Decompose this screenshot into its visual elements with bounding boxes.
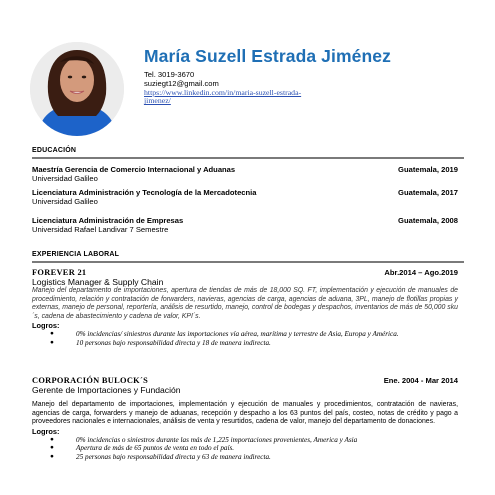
education-item bbox=[32, 188, 458, 207]
list-item bbox=[32, 330, 458, 339]
job-description: Manejo del departamento de importaciones, implementación y ejecución de manuales y procedimientos, contratación de navieras, agencias de carga, forwarders y manejo de aduanas, recepción y despacho a los 63 puntos del país, costeo, notas de crédito y pago a proveedores nacionales e internacionales, análisis de venta y resurtidos, cadena de valor, manejo del departamento de donaciones. bbox=[32, 401, 458, 426]
portrait-image bbox=[30, 42, 124, 136]
education-item bbox=[32, 216, 458, 235]
contact-block bbox=[144, 70, 314, 106]
company-name: CORPORACIÓN BULOCK´S bbox=[32, 376, 149, 385]
achievement-text: 0% incidencias o siniestros durante las más de 1,225 importaciones provenientes, America y Asia bbox=[76, 435, 358, 444]
achievement-text: 25 personas bajo responsabilidad directa y 63 de manera indirecta. bbox=[76, 452, 271, 461]
experience-heading: EXPERIENCIA LABORAL bbox=[32, 251, 120, 258]
job-dates: Ene. 2004 - Mar 2014 bbox=[383, 376, 458, 385]
degree-place: Guatemala, 2019 bbox=[398, 165, 458, 174]
experience-divider bbox=[32, 261, 464, 263]
job-entry bbox=[32, 268, 458, 347]
job-role: Logistics Manager & Supply Chain bbox=[32, 277, 164, 288]
degree-place: Guatemala, 2017 bbox=[398, 188, 458, 197]
bullet-icon: ● bbox=[50, 338, 54, 346]
bullet-icon: ● bbox=[50, 330, 54, 338]
job-entry bbox=[32, 376, 458, 461]
achievement-text: 0% incidencias/ siniestros durante las importaciones vía aérea, marítima y terrestre de Asia, Europa y América. bbox=[76, 330, 399, 339]
achievements-list bbox=[32, 330, 458, 347]
linkedin-link[interactable]: https://www.linkedin.com/in/maria-suzell-estrada-jimenez/ bbox=[144, 87, 302, 106]
company-name: FOREVER 21 bbox=[32, 268, 87, 277]
list-item bbox=[32, 444, 458, 453]
education-divider bbox=[32, 157, 464, 159]
list-item bbox=[32, 339, 458, 348]
list-item bbox=[32, 453, 458, 462]
phone-text: Tel. 3019-3670 bbox=[144, 70, 195, 79]
job-dates: Abr.2014 – Ago.2019 bbox=[384, 268, 458, 277]
degree-title: Licenciatura Administración de Empresas bbox=[32, 216, 184, 225]
education-item bbox=[32, 165, 458, 184]
list-item bbox=[32, 436, 458, 445]
job-role: Gerente de Importaciones y Fundación bbox=[32, 385, 181, 396]
degree-school: Universidad Rafael Landivar 7 Semestre bbox=[32, 225, 169, 235]
bullet-icon: ● bbox=[50, 452, 54, 460]
achievements-label: Logros: bbox=[32, 426, 60, 436]
degree-place: Guatemala, 2008 bbox=[398, 216, 458, 225]
degree-title: Maestría Gerencia de Comercio Internacional y Aduanas bbox=[32, 165, 236, 174]
bullet-icon: ● bbox=[50, 435, 54, 443]
candidate-name: María Suzell Estrada Jiménez bbox=[144, 46, 391, 66]
email-text: suziegt12@gmail.com bbox=[144, 79, 219, 89]
bullet-icon: ● bbox=[50, 444, 54, 452]
achievements-label: Logros: bbox=[32, 321, 60, 331]
education-heading: EDUCACIÓN bbox=[32, 147, 77, 154]
achievement-text: Apertura de más de 65 puntos de venta en todo el país. bbox=[76, 444, 235, 453]
degree-school: Universidad Galileo bbox=[32, 174, 98, 184]
degree-school: Universidad Galileo bbox=[32, 197, 98, 207]
achievements-list bbox=[32, 436, 458, 462]
job-description: Manejo del departamento de importaciones, apertura de tiendas de más de 18,000 SQ. FT, implementación y ejecución de manuales de procedimiento, relación y contratación de forwarders, navieras, agencias de carga, agencias de aduana, 3PL, manejo de flotillas propias y externas, manejo de personal, reportería, análisis de resurtido, manejo, control de bodegas y despachos, inventarios de más de 50,000 sku´s, cadena de abastecimiento y cadena de valor, KPI´s. bbox=[32, 287, 458, 320]
profile-photo bbox=[30, 42, 124, 136]
achievement-text: 10 personas bajo responsabilidad directa y 18 de manera indirecta. bbox=[76, 338, 271, 347]
degree-title: Licenciatura Administración y Tecnología de la Mercadotecnia bbox=[32, 188, 257, 197]
